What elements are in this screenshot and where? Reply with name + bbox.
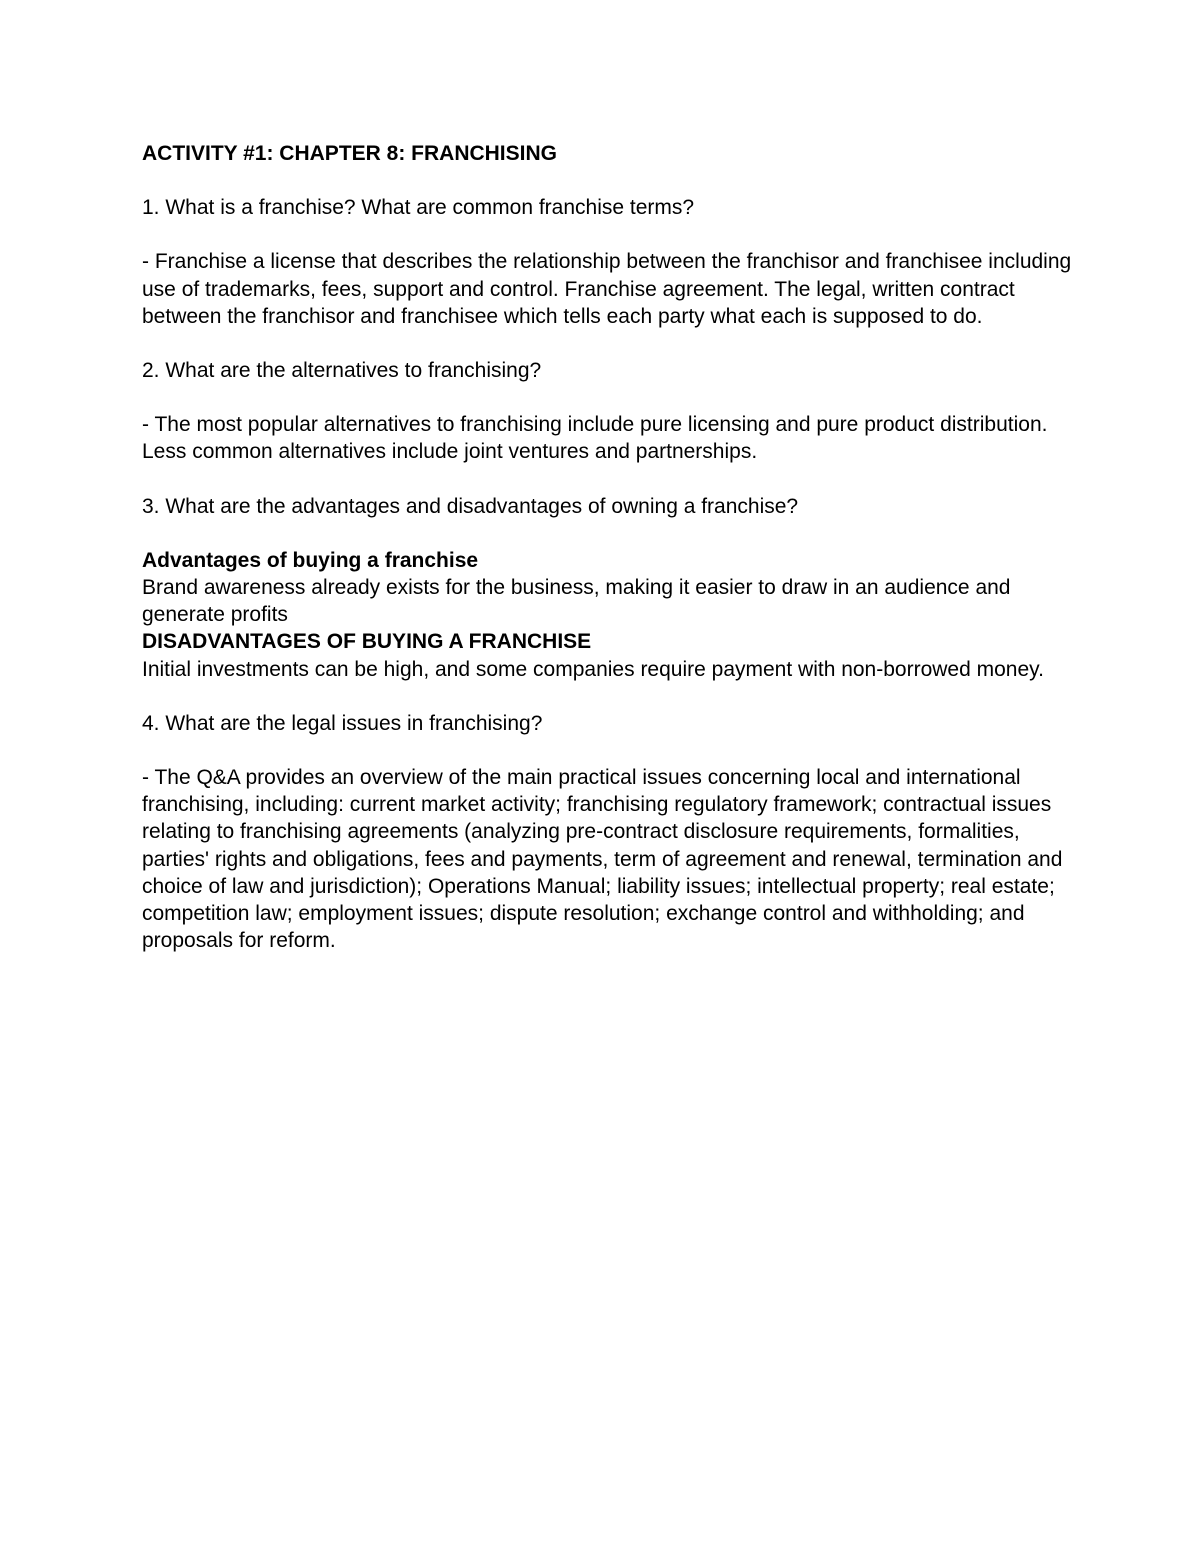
question-3: 3. What are the advantages and disadvantages of owning a franchise? (142, 494, 799, 518)
answer-2: - The most popular alternatives to franchising include pure licensing and pure product distribution. Less common alternatives include joint ventures and partnerships. (142, 413, 1048, 464)
question-1: 1. What is a franchise? What are common franchise terms? (142, 196, 695, 220)
disadvantages-text: Initial investments can be high, and some companies require payment with non-borrowed money. (142, 657, 1044, 681)
answer-4: - The Q&A provides an overview of the main practical issues concerning local and international franchising, including: current market activity; franchising regulatory framework; contractual issues relating to franchising agreements (analyzing pre-contract disclosure requirements, formalities, parties' rights and obligations, fees and payments, term of agreement and renewal, termination and choice of law and jurisdiction); Operations Manual; liability issues; intellectual property; real estate; competition law; employment issues; dispute resolution; exchange control and withholding; and proposals for reform. (142, 766, 1063, 953)
question-2: 2. What are the alternatives to franchising? (142, 359, 542, 383)
question-4: 4. What are the legal issues in franchising? (142, 711, 543, 735)
document-title: ACTIVITY #1: CHAPTER 8: FRANCHISING (142, 142, 557, 165)
answer-1: - Franchise a license that describes the relationship between the franchisor and franchisee including use of trademarks, fees, support and control. Franchise agreement. The legal, written contract between the franchisor and franchisee which tells each party what each is supposed to do. (142, 250, 1072, 328)
advantages-heading: Advantages of buying a franchise (142, 548, 479, 572)
disadvantages-heading: DISADVANTAGES OF BUYING A FRANCHISE (142, 630, 592, 654)
advantages-text: Brand awareness already exists for the business, making it easier to draw in an audience and generate profits (142, 576, 1011, 627)
document-body (142, 140, 1072, 981)
